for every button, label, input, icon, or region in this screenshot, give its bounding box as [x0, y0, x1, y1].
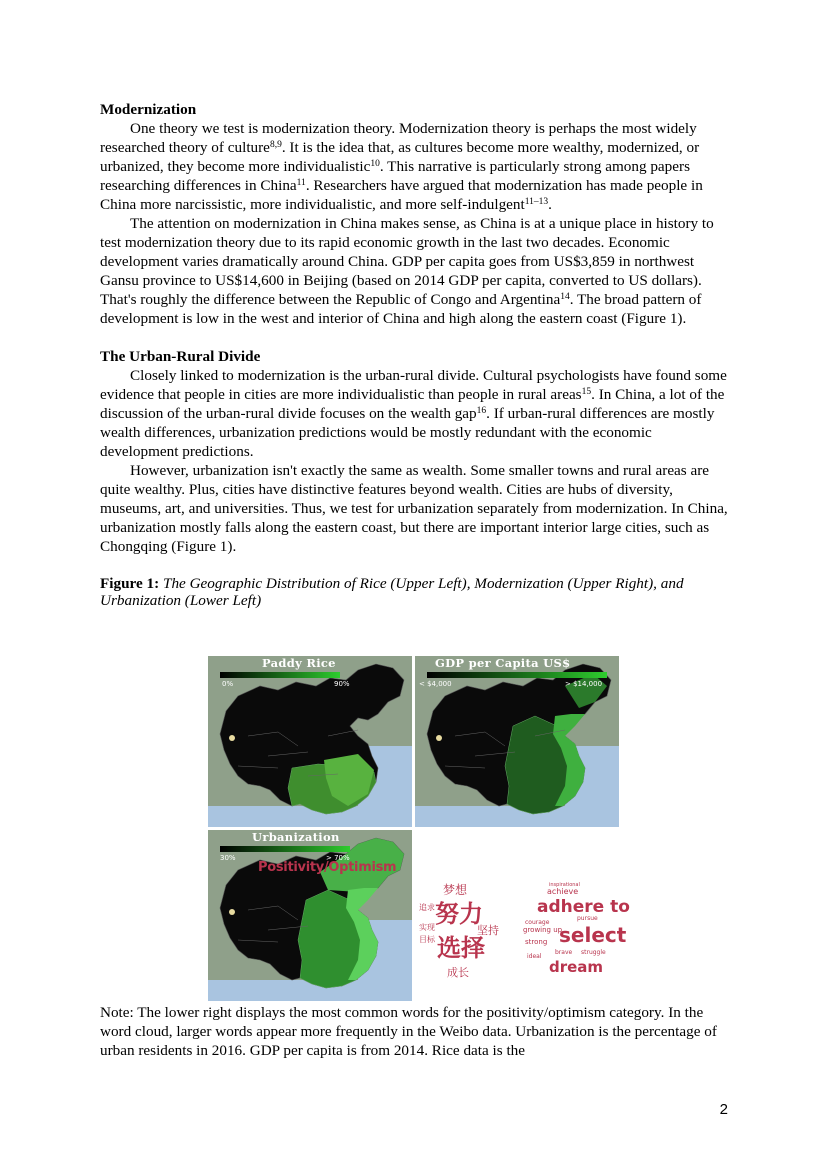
wordcloud	[415, 878, 630, 1002]
legend-high: > 70%	[326, 854, 350, 862]
legend-low: 0%	[222, 680, 234, 688]
figure-caption: Figure 1: The Geographic Distribution of Rice (Upper Left), Modernization (Upper Right), and Urbanization (Lower Left)	[100, 575, 684, 609]
wc-word: dream	[549, 958, 604, 976]
legend-bar	[220, 846, 350, 852]
wc-word: achieve	[547, 887, 579, 896]
wc-word: 目标	[419, 935, 435, 944]
wc-word: pursue	[577, 915, 598, 922]
page-number: 2	[719, 1101, 728, 1118]
wc-word: select	[559, 923, 627, 947]
legend-bar	[220, 672, 340, 678]
wc-word: 成长	[447, 966, 469, 979]
paragraph: One theory we test is modernization theory. Modernization theory is perhaps the most widely researched theory of culture$^{8,9}$. It is the idea that, as cultures become more wealthy, modernized, or urbanized, they become more individualistic$^{10}$. This narrative is particularly strong among papers researching differences in China$^{11}$. Researchers have argued that modernization has made people in China more narcissistic, more individualistic, and more self-indulgent$^{11-13}$.	[100, 120, 703, 213]
section-heading-urban-rural: The Urban-Rural Divide	[100, 348, 261, 365]
main-text	[100, 100, 728, 609]
panel-title: Urbanization	[252, 830, 340, 844]
wc-word: 努力	[435, 900, 483, 928]
wc-word: courage	[525, 919, 550, 926]
citation: 11	[296, 178, 306, 188]
panel-title: GDP per Capita US$	[435, 656, 571, 670]
legend-high: > $14,000	[565, 680, 603, 688]
wc-word: adhere to	[537, 897, 630, 917]
wc-word: 选择	[437, 934, 485, 962]
rice-map	[208, 656, 412, 827]
wc-word: 坚持	[477, 924, 499, 937]
wc-word: struggle	[581, 949, 606, 956]
legend-low: < $4,000	[419, 680, 452, 688]
map-panel-urbanization	[208, 830, 412, 1001]
legend-high: 90%	[334, 680, 350, 688]
figure-1	[208, 656, 630, 1002]
urbanization-map	[208, 830, 412, 1001]
figure-note	[100, 1003, 728, 1060]
citation: 10	[370, 159, 380, 169]
wc-word: inspirational	[549, 882, 580, 888]
wc-word: ideal	[527, 953, 542, 960]
citation: 15	[581, 387, 592, 397]
wc-word: strong	[525, 938, 548, 946]
panel-title: Paddy Rice	[262, 656, 336, 670]
wc-word: growing up	[523, 926, 563, 934]
paragraph: Closely linked to modernization is the urban-rural divide. Cultural psychologists have found some evidence that people in cities are more individualistic than people in rural areas$^{15}$. In China, a lot of the discussion of the urban-rural divide focuses on the wealth gap$^{16}$. If urban-rural differences are mostly wealth differences, urbanization predictions would be mostly redundant with the economic development predictions.	[100, 367, 727, 460]
wc-word: 实现	[419, 923, 435, 932]
wc-word: 追求	[419, 903, 435, 912]
legend-bar	[427, 672, 607, 678]
map-panel-gdp	[415, 656, 619, 827]
wc-word: brave	[555, 949, 573, 956]
wc-word: 梦想	[443, 883, 468, 897]
paragraph: The attention on modernization in China makes sense, as China is at a unique place in history to test modernization theory due to its rapid economic growth in the last two decades. Economic development varies dramatically around China. GDP per capita goes from US$3,859 in northwest Gansu province to US$14,600 in Beijing (based on 2014 GDP per capita, converted to US dollars). That's roughly the difference between the Republic of Congo and Argentina$^{14}$. The broad pattern of development is low in the west and interior of China and high along the eastern coast (Figure 1).	[100, 215, 714, 327]
paragraph: However, urbanization isn't exactly the same as wealth. Some smaller towns and rural areas are quite wealthy. Plus, cities have distinctive features beyond wealth. Cities are hubs of diversity, museums, art, and universities. Thus, we test for urbanization separately from modernization. In China, urbanization mostly falls along the eastern coast, but there are important interior large cities, such as Chongqing (Figure 1).	[100, 462, 728, 555]
note-text: Note: The lower right displays the most common words for the positivity/optimism category. In the word cloud, larger words appear more frequently in the Weibo data. Urbanization is the percentage of urban residents in 2016. GDP per capita is from 2014. Rice data is the	[100, 1004, 717, 1059]
citation: 11–13	[524, 197, 549, 207]
section-heading-modernization: Modernization	[100, 101, 197, 118]
citation: 14	[560, 292, 570, 302]
legend-low: 30%	[220, 854, 236, 862]
citation: 16	[476, 406, 487, 416]
wordcloud-chinese	[419, 882, 499, 979]
wordcloud-english	[523, 882, 630, 976]
wordcloud-title: Positivity/Optimism	[258, 860, 397, 875]
map-panel-rice	[208, 656, 412, 827]
citation: 8,9	[269, 140, 282, 150]
